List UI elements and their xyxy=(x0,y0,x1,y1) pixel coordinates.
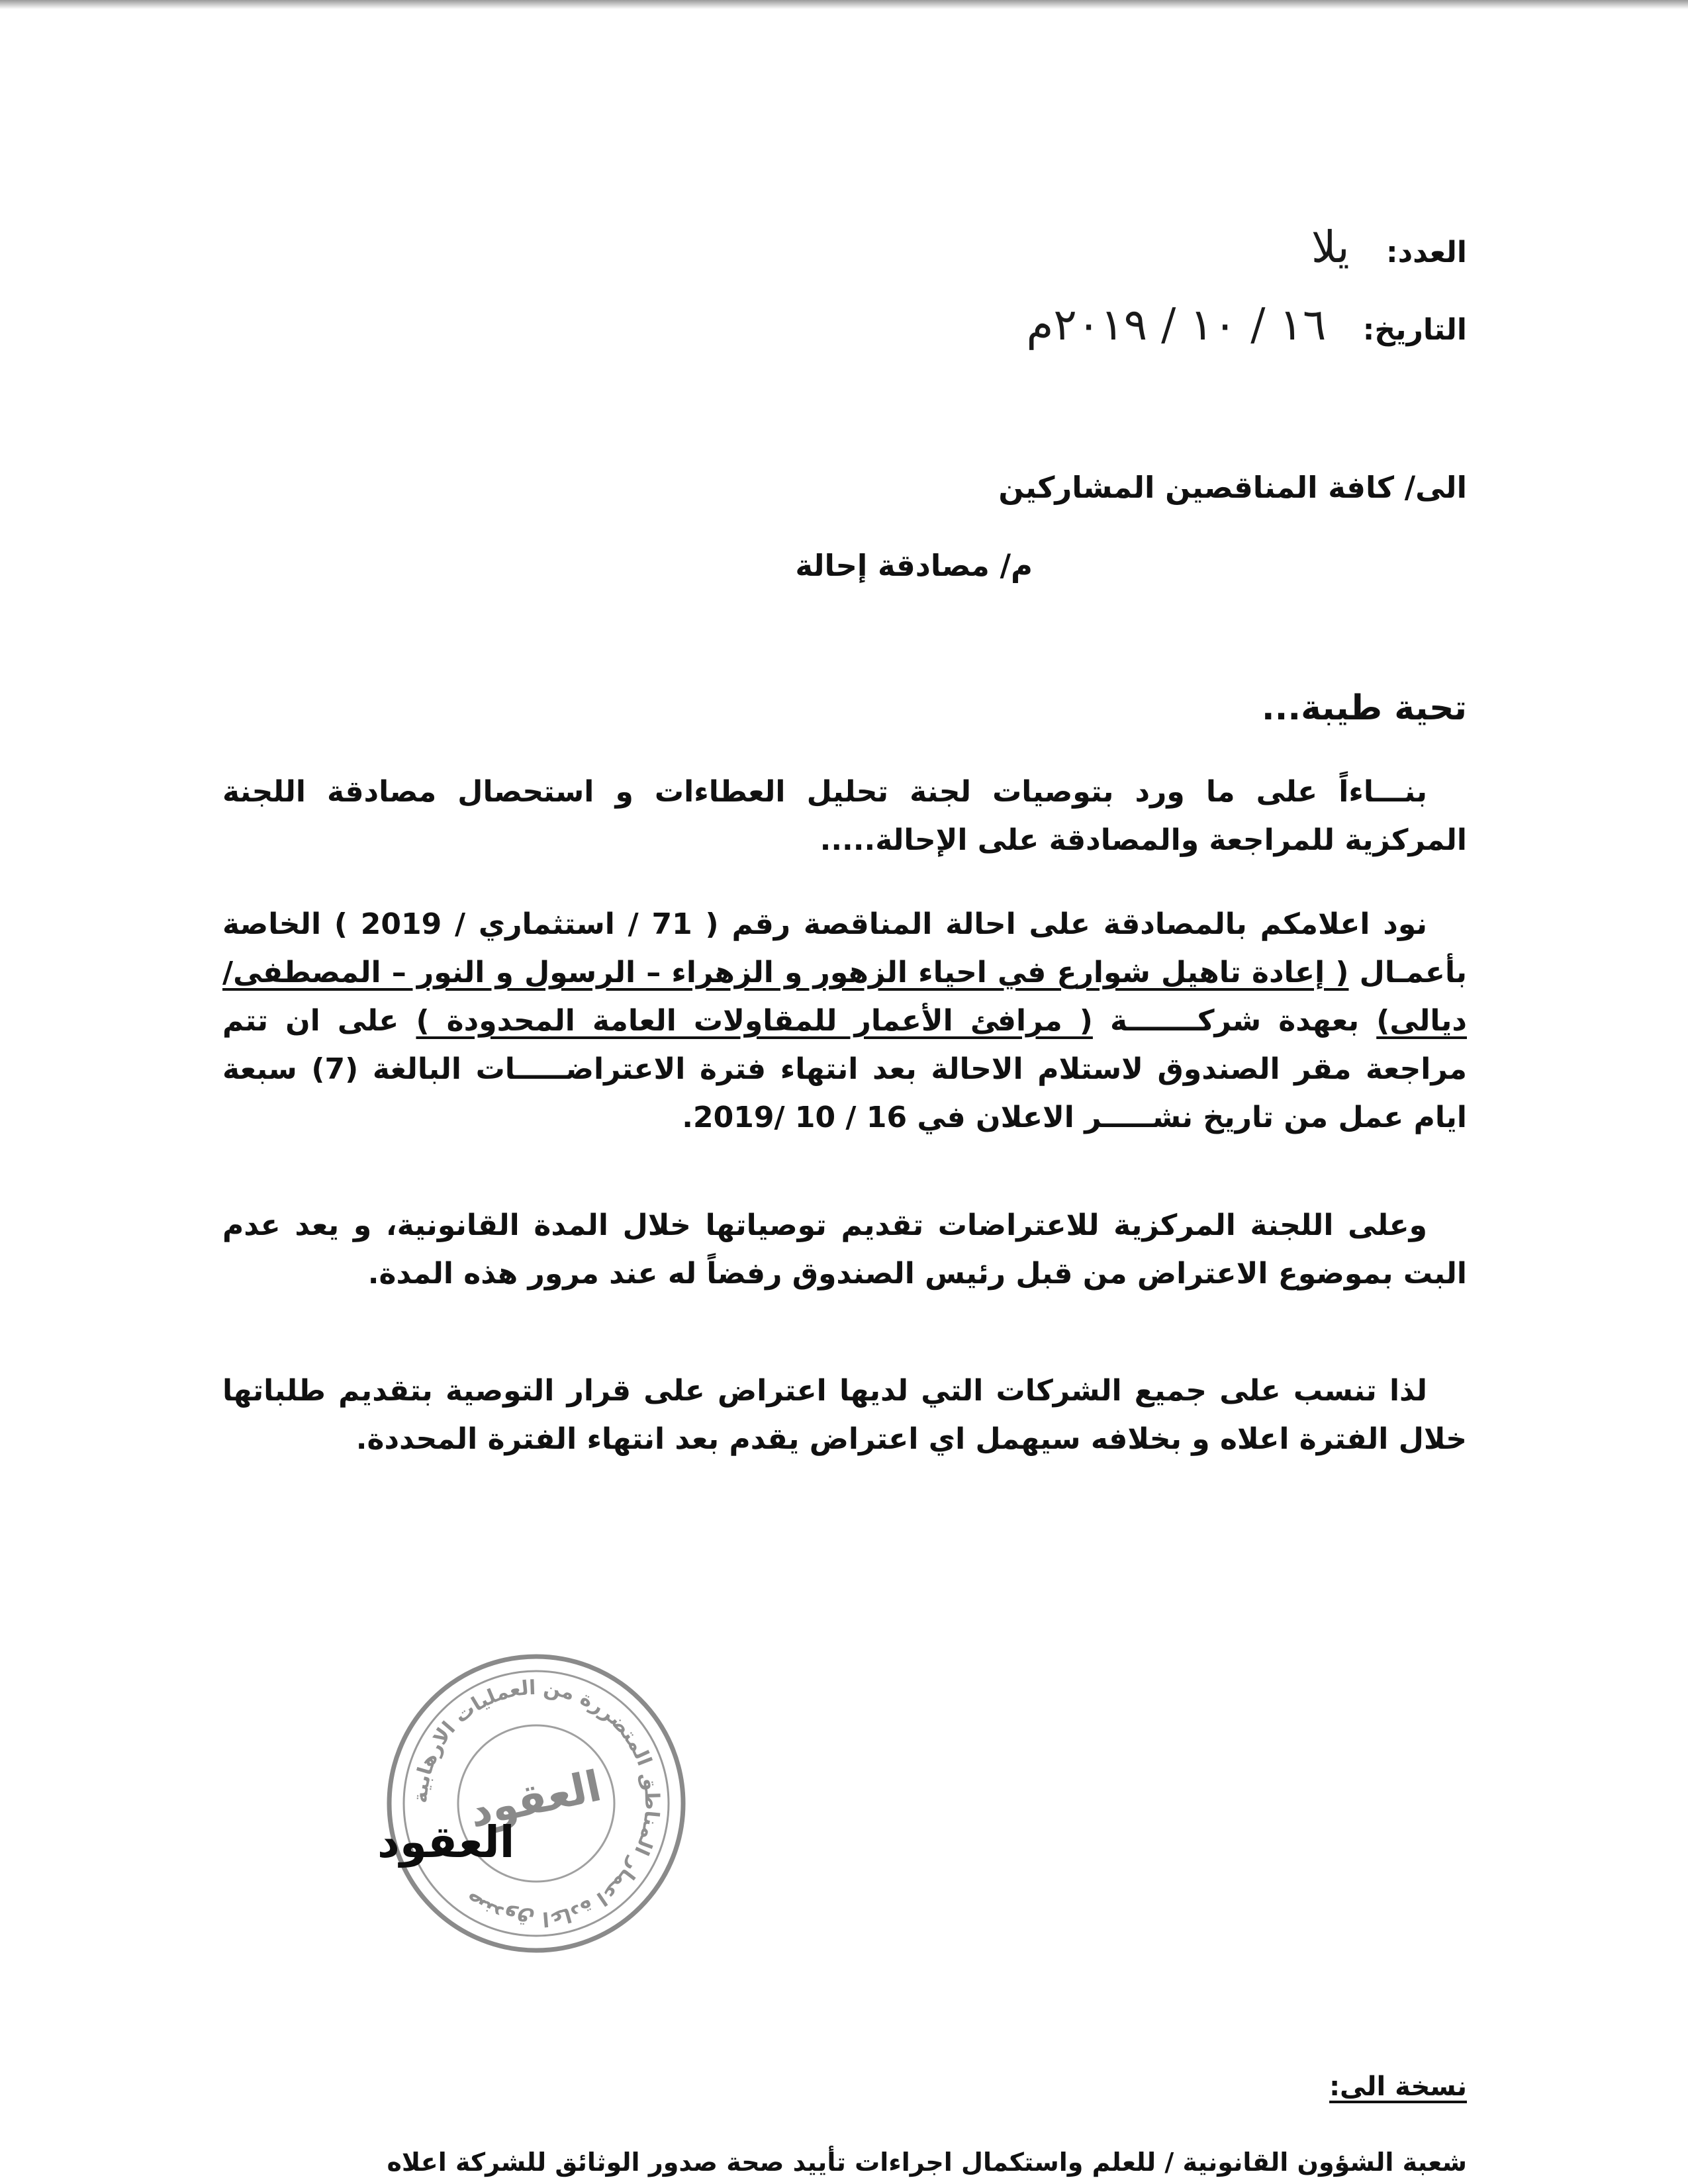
paragraph-2-company-prefix: بعهدة شركـــــــة xyxy=(1110,1004,1360,1038)
paragraph-2-intro: نود اعلامكم بالمصادقة على احالة المناقصة رقم ( 71 / استثماري / 2019 ) الخاصة بأعمـال xyxy=(222,907,1467,989)
copies-label: نسخة الى: xyxy=(1329,2071,1467,2102)
paragraph-3: وعلى اللجنة المركزية للاعتراضات تقديم توصياتها خلال المدة القانونية، و يعد عدم البت بموضوع الاعتراض من قبل رئيس الصندوق رفضاً له عند مرور هذه المدة. xyxy=(222,1208,1467,1291)
stamp-outer-text: صندوق اعادة اعمار المناطق المتضررة من العمليات الارهابية xyxy=(408,1676,664,1931)
subject-line: م/ مصادقة إحالة xyxy=(795,548,1033,583)
paragraph-2-rest: على ان تتم مراجعة مقر الصندوق لاستلام الاحالة بعد انتهاء فترة الاعتراضـــــات البالغة (7) سبعة ايام عمل من تاريخ نشـــــر الاعلان في 16 / 10 /2019. xyxy=(222,1004,1467,1134)
paragraph-4: لذا تنسب على جميع الشركات التي لديها اعتراض على قرار التوصية بتقديم طلباتها خلال الفترة اعلاه و بخلافه سيهمل اي اعتراض يقدم بعد انتهاء الفترة المحددة. xyxy=(222,1374,1467,1456)
paragraph-2 xyxy=(222,900,1467,1142)
company-name: ( مرافئ الأعمار للمقاولات العامة المحدودة ) xyxy=(416,1004,1093,1038)
signature-department: العقود xyxy=(377,1817,515,1868)
project-title: ( إعادة تاهيل شوارع في احياء الزهور و الزهراء – الرسول و النور – المصطفى/ ديالى) xyxy=(222,956,1467,1038)
date-label: التاريخ: xyxy=(1362,313,1467,347)
stamp-center-text: العقود xyxy=(465,1762,606,1838)
greeting: تحية طيبة... xyxy=(1261,688,1467,728)
scan-edge xyxy=(0,0,1688,9)
date-handwritten-value: ١٦ / ١٠ / ٢٠١٩م xyxy=(1026,299,1327,350)
copy-recipient-line: شعبة الشؤون القانونية / للعلم واستكمال اجراءات تأييد صحة صدور الوثائق للشركة اعلاه xyxy=(387,2148,1467,2177)
official-stamp xyxy=(381,1648,692,1959)
recipient-line: الى/ كافة المناقصين المشاركين xyxy=(998,470,1467,505)
document-date xyxy=(1027,299,1467,350)
reference-handwritten-value: يلا xyxy=(1311,222,1350,273)
paragraph-1: بنـــاءاً على ما ورد بتوصيات لجنة تحليل العطاءات و استحصال مصادقة اللجنة المركزية للمراجعة والمصادقة على الإحالة..... xyxy=(222,775,1467,857)
reference-label: العدد: xyxy=(1385,236,1467,269)
reference-number xyxy=(1311,222,1467,273)
